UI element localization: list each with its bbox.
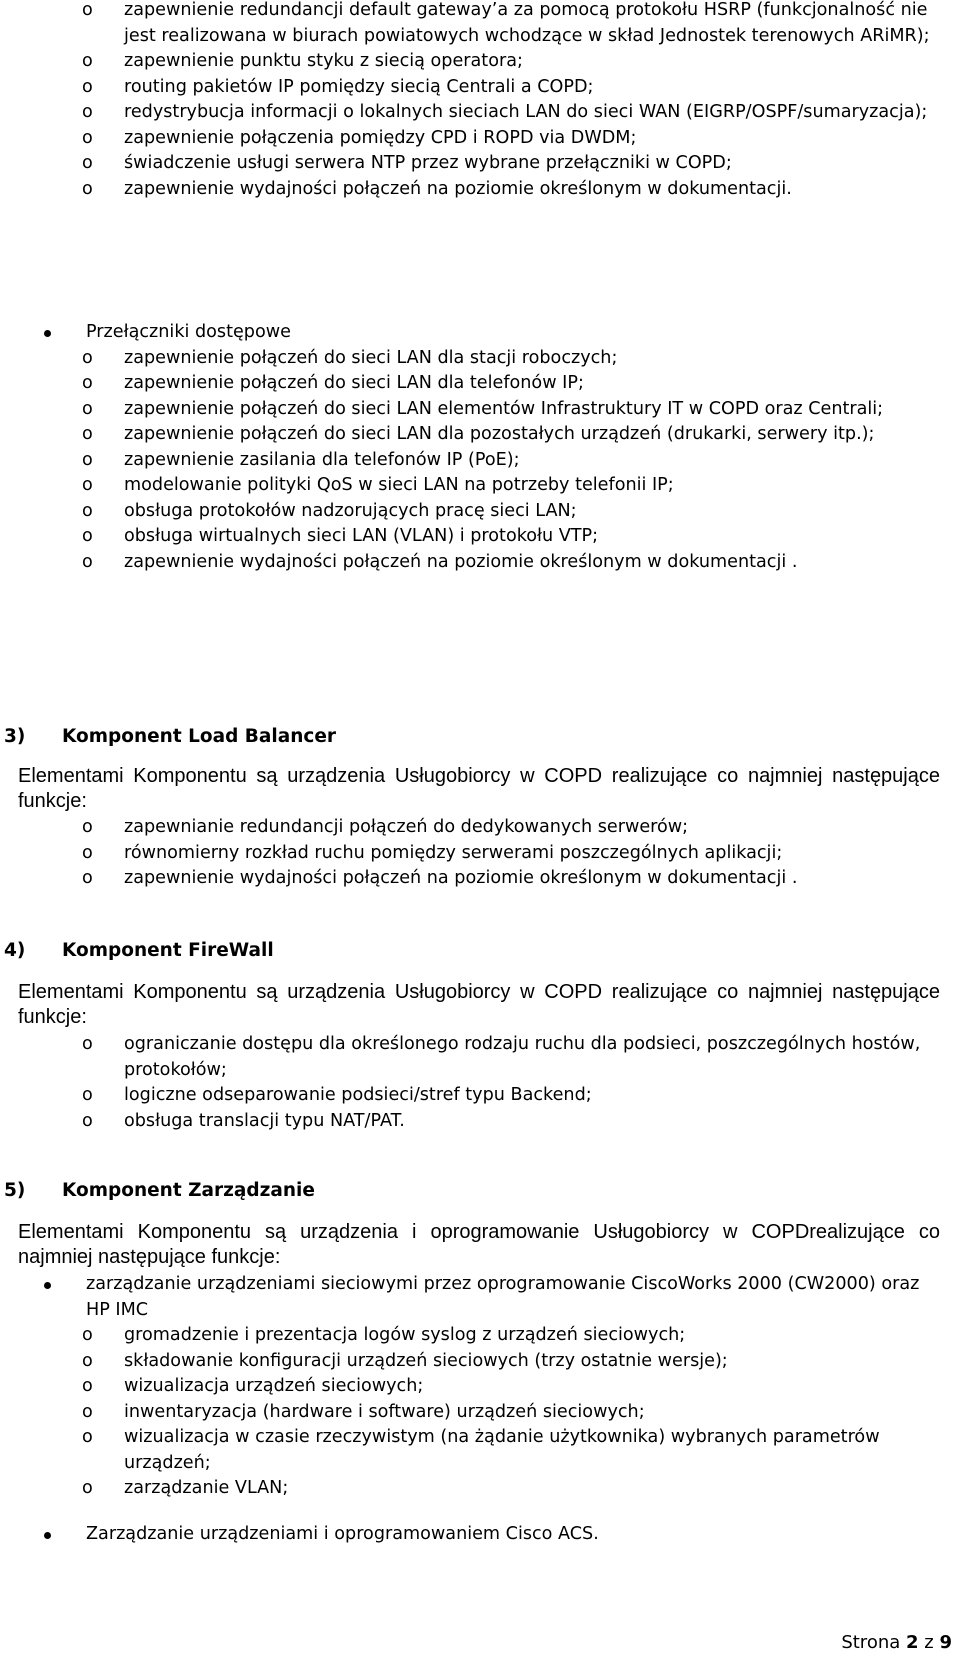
list-item: o inwentaryzacja (hardware i software) urządzeń sieciowych; bbox=[0, 1400, 960, 1426]
top-list-block bbox=[0, 0, 960, 202]
top-sub-list bbox=[0, 0, 960, 202]
section-number: 4) bbox=[4, 940, 26, 961]
bullet-item: zarządzanie urządzeniami sieciowymi przez oprogramowanie CiscoWorks 2000 (CW2000) oraz HP IMC bbox=[0, 1272, 960, 1323]
list-item: o wizualizacja urządzeń sieciowych; bbox=[0, 1374, 960, 1400]
list-item: o obsługa protokołów nadzorujących pracę sieci LAN; bbox=[0, 499, 960, 525]
access-switches-block bbox=[0, 320, 960, 575]
list-item: o routing pakietów IP pomiędzy siecią Centrali a COPD; bbox=[0, 75, 960, 101]
list-item: o obsługa wirtualnych sieci LAN (VLAN) i protokołu VTP; bbox=[0, 524, 960, 550]
section-intro: Elementami Komponentu są urządzenia Usługobiorcy w COPD realizujące co najmniej następujące funkcje: bbox=[18, 765, 940, 812]
list-item: o logiczne odseparowanie podsieci/stref typu Backend; bbox=[0, 1083, 960, 1109]
footer-current-page: 2 bbox=[906, 1632, 919, 1653]
section-heading-firewall bbox=[4, 940, 274, 961]
list-item: o zapewnienie połączeń do sieci LAN elementów Infrastruktury IT w COPD oraz Centrali; bbox=[0, 397, 960, 423]
list-item: o zapewnienie zasilania dla telefonów IP (PoE); bbox=[0, 448, 960, 474]
section-title: Komponent Zarządzanie bbox=[62, 1180, 315, 1201]
section-heading-management bbox=[4, 1180, 315, 1201]
sub-bullet-marker: o bbox=[82, 51, 93, 71]
list-item: o obsługa translacji typu NAT/PAT. bbox=[0, 1109, 960, 1135]
management-list-block bbox=[0, 1272, 960, 1547]
list-item: o ograniczanie dostępu dla określonego rodzaju ruchu dla podsieci, poszczególnych hostów, protokołów; bbox=[82, 1034, 921, 1080]
list-item: o świadczenie usługi serwera NTP przez wybrane przełączniki w COPD; bbox=[0, 151, 960, 177]
sub-bullet-marker: o bbox=[82, 1325, 93, 1345]
bullet-dot bbox=[44, 1282, 51, 1289]
sub-bullet-marker: o bbox=[82, 1478, 93, 1498]
list-item: o równomierny rozkład ruchu pomiędzy serwerami poszczególnych aplikacji; bbox=[0, 841, 960, 867]
management-sub-list bbox=[0, 1323, 960, 1502]
list-item: o zapewnienie wydajności połączeń na poziomie określonym w dokumentacji . bbox=[0, 866, 960, 892]
footer-separator: z bbox=[924, 1632, 934, 1653]
section-title: Komponent Load Balancer bbox=[62, 726, 337, 747]
load-balancer-list-block bbox=[0, 815, 960, 892]
sub-bullet-marker: o bbox=[82, 153, 93, 173]
list-item: o zapewnienie połączeń do sieci LAN dla pozostałych urządzeń (drukarki, serwery itp.); bbox=[0, 422, 960, 448]
list-item: o zapewnienie połączeń do sieci LAN dla telefonów IP; bbox=[0, 371, 960, 397]
sub-bullet-marker: o bbox=[82, 475, 93, 495]
sub-bullet-marker: o bbox=[82, 1376, 93, 1396]
load-balancer-list bbox=[0, 815, 960, 892]
list-item: o zarządzanie VLAN; bbox=[0, 1476, 960, 1502]
list-item: o zapewnienie połączeń do sieci LAN dla stacji roboczych; bbox=[0, 346, 960, 372]
list-item: o gromadzenie i prezentacja logów syslog z urządzeń sieciowych; bbox=[0, 1323, 960, 1349]
list-item: o wizualizacja w czasie rzeczywistym (na żądanie użytkownika) wybranych parametrów urządzeń; bbox=[82, 1427, 880, 1473]
section-number: 3) bbox=[4, 726, 26, 747]
list-item: o zapewnienie punktu styku z siecią operatora; bbox=[0, 49, 960, 75]
sub-bullet-marker: o bbox=[82, 424, 93, 444]
firewall-list-block bbox=[0, 1032, 960, 1134]
sub-bullet-marker: o bbox=[82, 1110, 93, 1131]
sub-bullet-marker: o bbox=[82, 868, 93, 888]
sub-bullet-marker: o bbox=[82, 842, 93, 863]
list-item: o zapewnienie wydajności połączeń na poziomie określonym w dokumentacji . bbox=[0, 550, 960, 576]
section-intro: Elementami Komponentu są urządzenia i oprogramowanie Usługobiorcy w COPDrealizujące co najmniej następujące funkcje: bbox=[18, 1221, 940, 1268]
list-item: o modelowanie polityki QoS w sieci LAN na potrzeby telefonii IP; bbox=[0, 473, 960, 499]
section-number: 5) bbox=[4, 1180, 26, 1201]
section-title: Komponent FireWall bbox=[62, 940, 274, 961]
list-item: o zapewnienie redundancji default gateway’a za pomocą protokołu HSRP (funkcjonalność nie jest realizowana w biurach powiatowych wchodzące w skład Jednostek terenowych ARiMR); bbox=[82, 0, 930, 46]
sub-bullet-marker: o bbox=[82, 500, 93, 521]
sub-bullet-marker: o bbox=[82, 551, 93, 572]
firewall-list bbox=[0, 1032, 960, 1134]
sub-bullet-marker: o bbox=[82, 526, 93, 546]
sub-bullet-marker: o bbox=[82, 373, 93, 393]
sub-bullet-marker: o bbox=[82, 127, 93, 148]
sub-bullet-marker: o bbox=[82, 1350, 93, 1371]
footer-prefix: Strona bbox=[841, 1632, 901, 1653]
sub-bullet-marker: o bbox=[82, 1401, 93, 1422]
list-item: o składowanie konfiguracji urządzeń sieciowych (trzy ostatnie wersje); bbox=[0, 1349, 960, 1375]
sub-bullet-marker: o bbox=[82, 76, 93, 97]
bullet-dot bbox=[44, 1532, 51, 1539]
bullet-item bbox=[0, 320, 960, 346]
list-item: o redystrybucja informacji o lokalnych sieciach LAN do sieci WAN (EIGRP/OSPF/sumaryzacja); bbox=[0, 100, 960, 126]
sub-bullet-marker: o bbox=[82, 347, 93, 368]
list-item: o zapewnienie wydajności połączeń na poziomie określonym w dokumentacji. bbox=[0, 177, 960, 203]
sub-bullet-marker: o bbox=[82, 1427, 93, 1447]
list-item: o zapewnienie połączenia pomiędzy CPD i ROPD via DWDM; bbox=[0, 126, 960, 152]
section-intro: Elementami Komponentu są urządzenia Usługobiorcy w COPD realizujące co najmniej następujące funkcje: bbox=[18, 981, 940, 1028]
bullet-item: Zarządzanie urządzeniami i oprogramowaniem Cisco ACS. bbox=[0, 1522, 960, 1548]
sub-bullet-marker: o bbox=[82, 0, 93, 20]
sub-bullet-marker: o bbox=[82, 449, 93, 470]
sub-bullet-marker: o bbox=[82, 102, 93, 122]
access-switches-label: Przełączniki dostępowe bbox=[86, 322, 291, 342]
bullet-dot bbox=[44, 330, 51, 337]
sub-bullet-marker: o bbox=[82, 398, 93, 419]
footer-total-pages: 9 bbox=[939, 1632, 952, 1653]
sub-bullet-marker: o bbox=[82, 1034, 93, 1054]
list-item: o zapewnianie redundancji połączeń do dedykowanych serwerów; bbox=[0, 815, 960, 841]
sub-bullet-marker: o bbox=[82, 1085, 93, 1105]
section-heading-load-balancer bbox=[4, 726, 336, 747]
sub-bullet-marker: o bbox=[82, 178, 93, 199]
page-footer bbox=[841, 1632, 952, 1653]
access-switches-list bbox=[0, 346, 960, 576]
sub-bullet-marker: o bbox=[82, 817, 93, 837]
